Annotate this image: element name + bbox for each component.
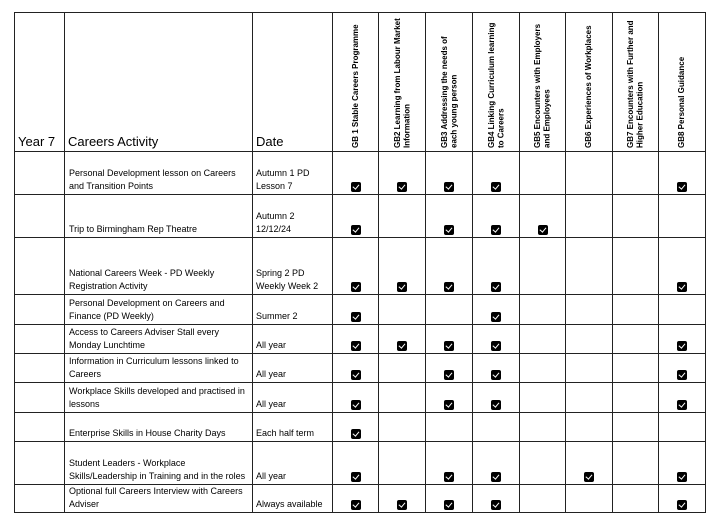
benchmark-cell-gb8 bbox=[659, 325, 706, 354]
benchmark-cell-gb3 bbox=[426, 152, 473, 195]
benchmark-cell-gb8 bbox=[659, 413, 706, 442]
table-row bbox=[15, 413, 706, 442]
checkbox-checked-icon bbox=[538, 225, 548, 235]
checkbox-checked-icon bbox=[351, 429, 361, 439]
activity-cell: National Careers Week - PD Weekly Registration Activity bbox=[65, 238, 253, 295]
benchmark-cell-gb2 bbox=[379, 413, 426, 442]
checkbox-checked-icon bbox=[351, 500, 361, 510]
benchmark-cell-gb5 bbox=[520, 383, 566, 413]
date-cell: Always available bbox=[253, 485, 333, 513]
year-cell bbox=[15, 195, 65, 238]
benchmark-cell-gb1 bbox=[333, 354, 379, 383]
checkbox-checked-icon bbox=[491, 341, 501, 351]
benchmark-cell-gb6 bbox=[566, 152, 613, 195]
table-row bbox=[15, 295, 706, 325]
benchmark-cell-gb8 bbox=[659, 195, 706, 238]
checkbox-checked-icon bbox=[677, 182, 687, 192]
benchmark-header-gb3: GB3 Addressing the needs of each young person bbox=[426, 13, 473, 152]
benchmark-cell-gb7 bbox=[613, 238, 659, 295]
checkbox-checked-icon bbox=[444, 500, 454, 510]
benchmark-cell-gb1 bbox=[333, 325, 379, 354]
checkbox-checked-icon bbox=[397, 341, 407, 351]
benchmark-cell-gb7 bbox=[613, 152, 659, 195]
activity-cell: Information in Curriculum lessons linked to Careers bbox=[65, 354, 253, 383]
year-cell bbox=[15, 295, 65, 325]
benchmark-cell-gb6 bbox=[566, 195, 613, 238]
benchmark-cell-gb1 bbox=[333, 485, 379, 513]
activity-cell: Access to Careers Adviser Stall every Monday Lunchtime bbox=[65, 325, 253, 354]
checkbox-checked-icon bbox=[351, 472, 361, 482]
benchmark-cell-gb4 bbox=[473, 485, 520, 513]
checkbox-checked-icon bbox=[397, 500, 407, 510]
date-cell: Each half term bbox=[253, 413, 333, 442]
benchmark-cell-gb1 bbox=[333, 195, 379, 238]
date-cell: All year bbox=[253, 325, 333, 354]
benchmark-cell-gb6 bbox=[566, 354, 613, 383]
activity-cell: Personal Development on Careers and Finance (PD Weekly) bbox=[65, 295, 253, 325]
activity-cell: Enterprise Skills in House Charity Days bbox=[65, 413, 253, 442]
benchmark-cell-gb5 bbox=[520, 413, 566, 442]
benchmark-header-gb7: GB7 Encounters with Further and Higher Education bbox=[613, 13, 659, 152]
benchmark-cell-gb1 bbox=[333, 295, 379, 325]
benchmark-cell-gb7 bbox=[613, 354, 659, 383]
checkbox-checked-icon bbox=[444, 400, 454, 410]
benchmark-cell-gb3 bbox=[426, 195, 473, 238]
benchmark-cell-gb6 bbox=[566, 413, 613, 442]
activity-cell: Optional full Careers Interview with Careers Adviser bbox=[65, 485, 253, 513]
checkbox-checked-icon bbox=[491, 282, 501, 292]
benchmark-cell-gb2 bbox=[379, 442, 426, 485]
benchmark-header-gb4: GB4 Linking Curriculum learning to Careers bbox=[473, 13, 520, 152]
year-cell bbox=[15, 413, 65, 442]
date-cell: Summer 2 bbox=[253, 295, 333, 325]
benchmark-cell-gb5 bbox=[520, 295, 566, 325]
checkbox-checked-icon bbox=[397, 282, 407, 292]
checkbox-checked-icon bbox=[677, 282, 687, 292]
benchmark-cell-gb6 bbox=[566, 238, 613, 295]
benchmark-cell-gb4 bbox=[473, 152, 520, 195]
checkbox-checked-icon bbox=[351, 370, 361, 380]
year-cell bbox=[15, 354, 65, 383]
benchmark-cell-gb8 bbox=[659, 485, 706, 513]
benchmark-cell-gb5 bbox=[520, 354, 566, 383]
checkbox-checked-icon bbox=[677, 500, 687, 510]
benchmark-cell-gb4 bbox=[473, 354, 520, 383]
benchmark-cell-gb1 bbox=[333, 442, 379, 485]
checkbox-checked-icon bbox=[444, 282, 454, 292]
checkbox-checked-icon bbox=[677, 370, 687, 380]
date-cell: All year bbox=[253, 383, 333, 413]
benchmark-cell-gb4 bbox=[473, 442, 520, 485]
checkbox-checked-icon bbox=[351, 400, 361, 410]
table-row bbox=[15, 354, 706, 383]
benchmark-cell-gb7 bbox=[613, 413, 659, 442]
year-header: Year 7 bbox=[15, 13, 65, 152]
benchmark-cell-gb4 bbox=[473, 413, 520, 442]
table-row bbox=[15, 383, 706, 413]
benchmark-cell-gb2 bbox=[379, 354, 426, 383]
benchmark-header-gb5: GB5 Encounters with Employers and Employees bbox=[520, 13, 566, 152]
benchmark-cell-gb8 bbox=[659, 442, 706, 485]
date-header: Date bbox=[253, 13, 333, 152]
year-cell bbox=[15, 325, 65, 354]
header-row bbox=[15, 13, 706, 152]
benchmark-cell-gb3 bbox=[426, 354, 473, 383]
checkbox-checked-icon bbox=[351, 282, 361, 292]
benchmark-cell-gb5 bbox=[520, 442, 566, 485]
benchmark-cell-gb3 bbox=[426, 325, 473, 354]
benchmark-cell-gb2 bbox=[379, 325, 426, 354]
benchmark-cell-gb5 bbox=[520, 238, 566, 295]
benchmark-cell-gb7 bbox=[613, 485, 659, 513]
checkbox-checked-icon bbox=[397, 182, 407, 192]
activity-cell: Workplace Skills developed and practised in lessons bbox=[65, 383, 253, 413]
benchmark-cell-gb7 bbox=[613, 442, 659, 485]
benchmark-cell-gb8 bbox=[659, 383, 706, 413]
checkbox-checked-icon bbox=[491, 500, 501, 510]
table-row bbox=[15, 152, 706, 195]
checkbox-checked-icon bbox=[444, 370, 454, 380]
benchmark-cell-gb5 bbox=[520, 195, 566, 238]
benchmark-cell-gb2 bbox=[379, 485, 426, 513]
benchmark-cell-gb7 bbox=[613, 325, 659, 354]
benchmark-cell-gb8 bbox=[659, 152, 706, 195]
benchmark-cell-gb1 bbox=[333, 152, 379, 195]
checkbox-checked-icon bbox=[351, 225, 361, 235]
checkbox-checked-icon bbox=[491, 472, 501, 482]
checkbox-checked-icon bbox=[444, 225, 454, 235]
benchmark-cell-gb2 bbox=[379, 195, 426, 238]
benchmark-cell-gb8 bbox=[659, 354, 706, 383]
benchmark-cell-gb5 bbox=[520, 325, 566, 354]
benchmark-cell-gb3 bbox=[426, 413, 473, 442]
benchmark-cell-gb8 bbox=[659, 238, 706, 295]
benchmark-cell-gb4 bbox=[473, 325, 520, 354]
checkbox-checked-icon bbox=[491, 400, 501, 410]
checkbox-checked-icon bbox=[491, 312, 501, 322]
benchmark-cell-gb6 bbox=[566, 383, 613, 413]
benchmark-cell-gb1 bbox=[333, 383, 379, 413]
checkbox-checked-icon bbox=[444, 182, 454, 192]
checkbox-checked-icon bbox=[491, 182, 501, 192]
benchmark-cell-gb3 bbox=[426, 442, 473, 485]
benchmark-cell-gb2 bbox=[379, 295, 426, 325]
year-cell bbox=[15, 152, 65, 195]
date-cell: All year bbox=[253, 354, 333, 383]
benchmark-cell-gb5 bbox=[520, 485, 566, 513]
benchmark-cell-gb7 bbox=[613, 195, 659, 238]
benchmark-cell-gb7 bbox=[613, 295, 659, 325]
benchmark-cell-gb3 bbox=[426, 238, 473, 295]
year-cell bbox=[15, 238, 65, 295]
table-row bbox=[15, 238, 706, 295]
year-cell bbox=[15, 383, 65, 413]
table-body bbox=[15, 152, 706, 513]
checkbox-checked-icon bbox=[677, 472, 687, 482]
benchmark-cell-gb2 bbox=[379, 152, 426, 195]
checkbox-checked-icon bbox=[351, 341, 361, 351]
activity-cell: Student Leaders - Workplace Skills/Leadership in Training and in the roles bbox=[65, 442, 253, 485]
benchmark-cell-gb4 bbox=[473, 383, 520, 413]
table-row bbox=[15, 485, 706, 513]
activity-cell: Personal Development lesson on Careers and Transition Points bbox=[65, 152, 253, 195]
checkbox-checked-icon bbox=[677, 341, 687, 351]
table-row bbox=[15, 442, 706, 485]
date-cell: All year bbox=[253, 442, 333, 485]
table-row bbox=[15, 195, 706, 238]
careers-benchmark-table bbox=[14, 12, 706, 513]
benchmark-cell-gb2 bbox=[379, 238, 426, 295]
activity-cell: Trip to Birmingham Rep Theatre bbox=[65, 195, 253, 238]
benchmark-cell-gb3 bbox=[426, 295, 473, 325]
benchmark-cell-gb2 bbox=[379, 383, 426, 413]
benchmark-cell-gb6 bbox=[566, 442, 613, 485]
table-row bbox=[15, 325, 706, 354]
date-cell: Autumn 2 12/12/24 bbox=[253, 195, 333, 238]
date-cell: Autumn 1 PD Lesson 7 bbox=[253, 152, 333, 195]
year-cell bbox=[15, 442, 65, 485]
benchmark-cell-gb4 bbox=[473, 238, 520, 295]
benchmark-cell-gb6 bbox=[566, 295, 613, 325]
benchmark-header-gb8: GB8 Personal Guidance bbox=[659, 13, 706, 152]
activity-header: Careers Activity bbox=[65, 13, 253, 152]
checkbox-checked-icon bbox=[584, 472, 594, 482]
benchmark-cell-gb6 bbox=[566, 485, 613, 513]
benchmark-cell-gb8 bbox=[659, 295, 706, 325]
benchmark-cell-gb6 bbox=[566, 325, 613, 354]
year-cell bbox=[15, 485, 65, 513]
checkbox-checked-icon bbox=[491, 225, 501, 235]
checkbox-checked-icon bbox=[677, 400, 687, 410]
benchmark-cell-gb4 bbox=[473, 195, 520, 238]
benchmark-cell-gb3 bbox=[426, 485, 473, 513]
checkbox-checked-icon bbox=[444, 341, 454, 351]
benchmark-header-gb1: GB 1 Stable Careers Programme bbox=[333, 13, 379, 152]
benchmark-cell-gb1 bbox=[333, 413, 379, 442]
benchmark-cell-gb1 bbox=[333, 238, 379, 295]
checkbox-checked-icon bbox=[351, 182, 361, 192]
checkbox-checked-icon bbox=[351, 312, 361, 322]
date-cell: Spring 2 PD Weekly Week 2 bbox=[253, 238, 333, 295]
benchmark-cell-gb5 bbox=[520, 152, 566, 195]
benchmark-header-gb2: GB2 Learning from Labour Market Information bbox=[379, 13, 426, 152]
checkbox-checked-icon bbox=[491, 370, 501, 380]
benchmark-cell-gb3 bbox=[426, 383, 473, 413]
checkbox-checked-icon bbox=[444, 472, 454, 482]
benchmark-cell-gb7 bbox=[613, 383, 659, 413]
benchmark-cell-gb4 bbox=[473, 295, 520, 325]
benchmark-header-gb6: GB6 Experiences of Workplaces bbox=[566, 13, 613, 152]
